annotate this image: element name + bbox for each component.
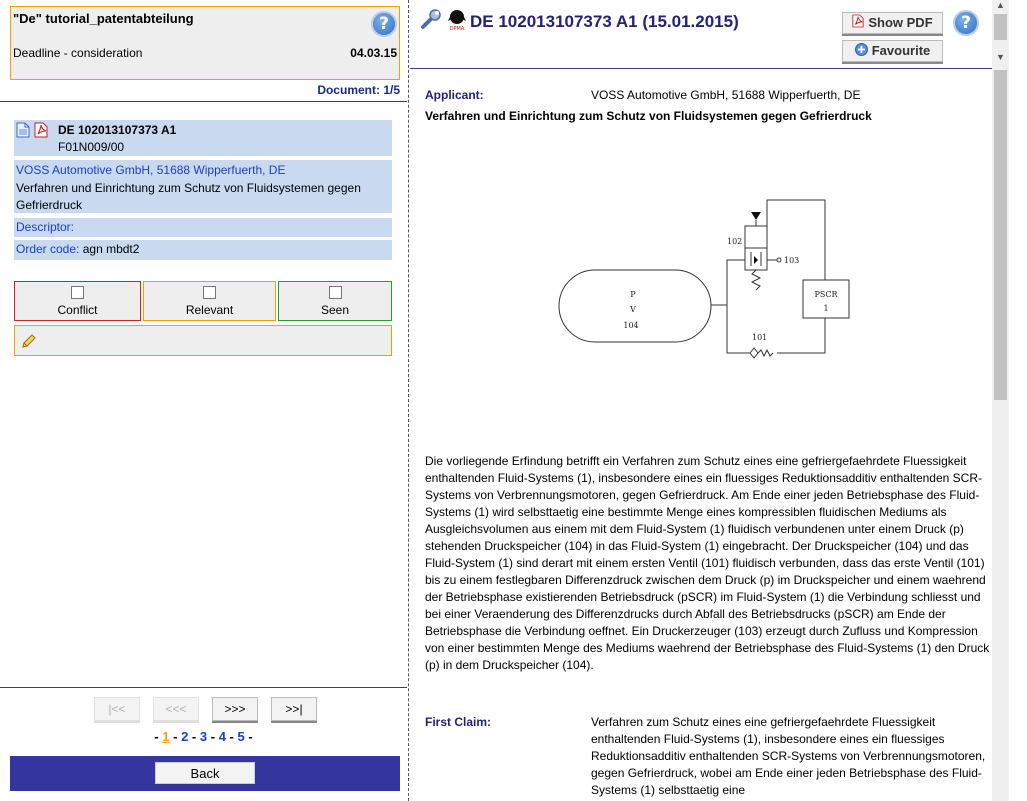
pencil-icon[interactable] bbox=[21, 333, 37, 352]
document-title: Verfahren und Einrichtung zum Schutz von Fluidsystemen gegen Gefrierdruck bbox=[16, 181, 361, 212]
divider bbox=[410, 68, 1008, 69]
seen-toggle[interactable] bbox=[278, 281, 392, 321]
descriptor-label: Descriptor: bbox=[16, 220, 75, 234]
first-claim-text: Verfahren zum Schutz eines eine gefriergefaehrdete Fluessigkeit enthaltenden Fluid-Systems (1), insbesondere eines ein fluessiges Reduktionsadditiv enthaltenden SCR-Systems von Verbrennungsmotoren, gegen Gefrierdruck, wobei am Ende einer jeden Betriebsphase des Fluid-Systems (1) selbsttaetig eine bbox=[591, 715, 986, 797]
document-card-header[interactable] bbox=[14, 120, 392, 156]
project-title: "De" tutorial_patentabteilung bbox=[13, 11, 194, 26]
document-card-body bbox=[14, 160, 392, 213]
document-counter: Document: 1/5 bbox=[317, 83, 400, 97]
left-panel bbox=[0, 0, 407, 801]
show-pdf-label: Show PDF bbox=[868, 15, 933, 30]
diagram-label-103: 103 bbox=[784, 256, 800, 265]
scroll-thumb[interactable] bbox=[994, 70, 1007, 400]
pdf-icon[interactable] bbox=[34, 122, 48, 138]
deadline-value: 04.03.15 bbox=[350, 46, 397, 60]
previous-page-button[interactable]: <<< bbox=[153, 697, 199, 721]
conflict-label: Conflict bbox=[57, 303, 98, 317]
page-link[interactable]: 2 bbox=[181, 729, 189, 744]
page-link-current[interactable]: 1 bbox=[162, 729, 170, 744]
diagram-label-v: V bbox=[630, 305, 636, 314]
divider bbox=[0, 687, 407, 688]
page-link[interactable]: 4 bbox=[218, 729, 226, 744]
diagram-label-102: 102 bbox=[727, 237, 743, 246]
note-field[interactable] bbox=[14, 325, 392, 356]
valve-arrow-shape bbox=[751, 212, 761, 220]
help-icon[interactable]: ? bbox=[953, 10, 979, 36]
svg-text:DPMA: DPMA bbox=[450, 26, 465, 32]
diagram-label-104: 104 bbox=[623, 321, 639, 330]
scrollbar[interactable] bbox=[992, 0, 1009, 801]
scroll-down-arrow[interactable]: ▼ bbox=[996, 52, 1005, 62]
patent-drawing bbox=[555, 190, 865, 370]
order-code-value: agn mbdt2 bbox=[82, 242, 140, 256]
publication-number: DE 102013107373 A1 bbox=[58, 123, 177, 137]
diagram-label-p: P bbox=[630, 290, 636, 299]
document-header: DE 102013107373 A1 (15.01.2015) bbox=[470, 12, 739, 31]
pagination: - 1 - 2 - 3 - 4 - 5 - bbox=[154, 729, 253, 744]
scroll-thumb-top[interactable] bbox=[994, 14, 1007, 40]
applicant-value: VOSS Automotive GmbH, 51688 Wipperfuerth, DE bbox=[591, 88, 861, 102]
scroll-up-arrow[interactable]: ▲ bbox=[996, 0, 1005, 10]
flow-arrow-shape bbox=[754, 256, 758, 264]
first-page-button[interactable]: |<< bbox=[94, 697, 140, 721]
applicant-link[interactable]: VOSS Automotive GmbH, 51688 Wipperfuerth, DE bbox=[16, 163, 286, 177]
conflict-toggle[interactable] bbox=[14, 281, 141, 321]
last-page-button[interactable]: >>| bbox=[271, 697, 317, 721]
deadline-label: Deadline - consideration bbox=[13, 46, 143, 60]
back-button[interactable]: Back bbox=[155, 762, 255, 784]
wrench-icon[interactable] bbox=[420, 8, 442, 33]
relevant-toggle[interactable] bbox=[143, 281, 276, 321]
favourite-button[interactable] bbox=[842, 40, 943, 62]
relevant-checkbox[interactable] bbox=[203, 286, 216, 299]
show-pdf-button[interactable] bbox=[842, 12, 943, 34]
abstract-text: Die vorliegende Erfindung betrifft ein Verfahren zum Schutz eines eine gefriergefaehrdete Fluessigkeit enthaltenden Fluid-Systems (1), insbesondere eines ein fluessiges Reduktionsadditiv enthaltenden SCR-Systems von Verbrennungsmotoren, gegen Gefrierdruck. Am Ende einer jeden Betriebsphase des Fluid-Systems (1) wird selbsttaetig eine bestimmte Menge eines kompressiblen fluidischen Mediums als Ausgleichsvolumen aus einem mit dem Fluid-System (1) fluidisch verbundenen unter einem Druck (p) stehenden Druckspeicher (104) in das Fluid-System (1) eingebracht. Der Druckspeicher (104) und das Fluid-System (1) sind derart mit einem ersten Ventil (101) fluidisch verbunden, dass das erste Ventil (101) bis zu einem festlegbaren Differenzdruck zwischen dem Druck (p) im Druckspeicher und einem waehrend der Betriebsphase existierenden Betriebsdruck (pSCR) im Fluid-System (1) die Verbindung schliesst und bei einer Veraenderung des Differenzdrucks durch Abfall des Betriebsdrucks (pSCR) am Ende der Betriebsphase die Verbindung oeffnet. Ein Druckerzeuger (103) erzeugt durch Zufluss und Kompression von einer bestimmten Menge des Mediums waehrend der Betriebsphase des Fluid-Systems (1) den Druck (p) in dem Druckspeicher (104). bbox=[425, 454, 990, 672]
back-bar bbox=[10, 756, 400, 791]
diagram-label-pscr: PSCR bbox=[814, 290, 838, 299]
divider bbox=[0, 101, 407, 102]
order-code-row bbox=[14, 240, 392, 260]
order-code-label: Order code: bbox=[16, 242, 80, 256]
help-icon[interactable]: ? bbox=[371, 11, 397, 37]
diagram-label-101: 101 bbox=[752, 333, 768, 342]
diagram-label-1: 1 bbox=[823, 304, 829, 313]
conflict-checkbox[interactable] bbox=[71, 286, 84, 299]
dpma-eagle-icon bbox=[447, 8, 467, 35]
page-link[interactable]: 3 bbox=[199, 729, 208, 744]
document-detail-panel bbox=[410, 0, 1027, 801]
next-page-button[interactable]: >>> bbox=[212, 697, 258, 721]
page-link[interactable]: 5 bbox=[237, 729, 245, 744]
pdf-icon bbox=[852, 14, 864, 34]
applicant-label: Applicant: bbox=[425, 88, 484, 102]
detail-title: Verfahren und Einrichtung zum Schutz von Fluidsystemen gegen Gefrierdruck bbox=[425, 109, 872, 123]
ipc-class: F01N009/00 bbox=[58, 140, 125, 154]
first-claim-label: First Claim: bbox=[425, 715, 492, 729]
plus-circle-icon bbox=[855, 42, 868, 62]
relevant-label: Relevant bbox=[185, 303, 234, 317]
descriptor-row bbox=[14, 218, 392, 237]
document-icon[interactable] bbox=[16, 122, 30, 138]
favourite-label: Favourite bbox=[871, 43, 931, 58]
panel-divider bbox=[408, 0, 409, 801]
seen-checkbox[interactable] bbox=[329, 286, 342, 299]
seen-label: Seen bbox=[320, 303, 350, 317]
project-header bbox=[10, 6, 400, 80]
